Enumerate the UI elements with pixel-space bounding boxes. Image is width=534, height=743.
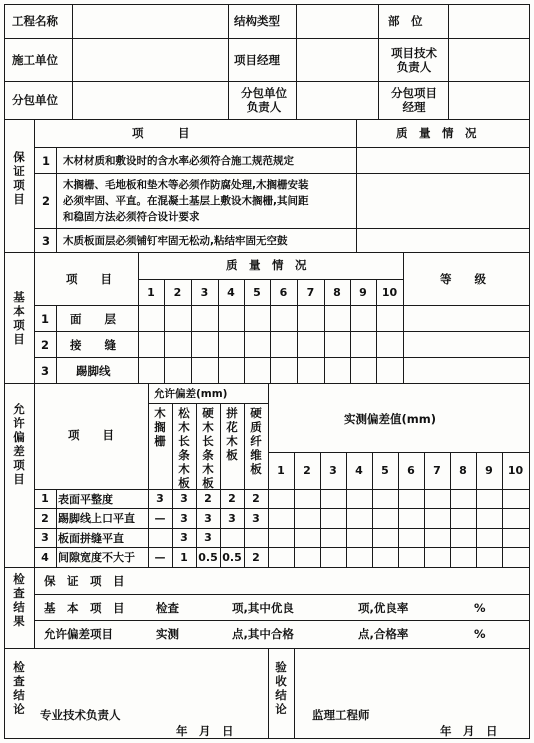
- measured-col-number: 4: [355, 464, 363, 477]
- label-project-manager: 项目经理: [234, 53, 280, 67]
- col-allowed-deviation: 允许偏差(mm): [154, 388, 228, 400]
- type-hardwood-strip: 硬木长条木板: [202, 406, 214, 490]
- allowed-deviation-value: 3: [228, 511, 236, 525]
- allowed-deviation-value: 3: [180, 511, 188, 525]
- allowed-deviation-value: 3: [204, 511, 212, 525]
- allowed-deviation-value: 3: [180, 531, 188, 544]
- result-basic-percent: %: [474, 601, 486, 615]
- type-pine-strip: 松木长条木板: [178, 406, 190, 490]
- section-guarantee: 保证项目: [13, 150, 25, 206]
- label-structure-type: 结构类型: [234, 14, 280, 28]
- result-basic-rate: 项,优良率: [358, 601, 409, 615]
- tech-lead-signature-label: 专业技术负责人: [40, 708, 121, 722]
- allowed-deviation-value: 0.5: [222, 550, 242, 564]
- row-line: [34, 331, 530, 332]
- measured-col-number: 9: [485, 464, 493, 477]
- col-line: [294, 648, 295, 738]
- measured-col-number: 3: [329, 464, 337, 477]
- basic-col-number: 4: [227, 285, 235, 299]
- allowed-deviation-value: 2: [252, 492, 260, 505]
- row-line: [4, 119, 530, 120]
- basic-col-number: 8: [333, 285, 341, 299]
- guarantee-item-2-line1: 木搁栅、毛地板和垫木等必须作防腐处理,木搁栅安装: [63, 179, 309, 191]
- label-tech-lead: 项目技术负责人: [391, 46, 437, 74]
- result-guarantee-label: 保 证 项 目: [44, 574, 125, 588]
- deviation-item-name: 间隙宽度不大于: [58, 551, 135, 564]
- col-line: [403, 252, 404, 383]
- col-item: 项 目: [66, 272, 112, 286]
- allowed-deviation-value: 3: [204, 531, 212, 544]
- row-line: [4, 567, 530, 568]
- basic-item-surface: 面 层: [70, 312, 116, 326]
- label-project-name: 工程名称: [12, 14, 58, 28]
- row-no: 2: [42, 194, 51, 208]
- allowed-deviation-value: —: [154, 511, 166, 525]
- border-bottom: [4, 738, 530, 739]
- col-line: [378, 4, 379, 119]
- basic-col-number: 2: [173, 285, 182, 299]
- col-line: [296, 4, 297, 119]
- measured-col-number: 1: [277, 464, 285, 477]
- guarantee-item-2-line2: 必须牢固、平直。在混凝土基层上敷设木搁栅,其间距: [63, 195, 309, 207]
- allowed-deviation-value: 3: [252, 511, 260, 525]
- allowed-deviation-value: 3: [180, 492, 188, 505]
- col-quality: 质 量 情 况: [396, 126, 477, 140]
- allowed-deviation-value: 3: [156, 492, 164, 505]
- basic-col-number: 6: [279, 285, 288, 299]
- row-no: 1: [41, 312, 50, 326]
- row-line: [34, 228, 530, 229]
- section-basic: 基本项目: [13, 290, 25, 346]
- row-line: [4, 38, 530, 39]
- row-line: [4, 252, 530, 253]
- col-line: [34, 119, 35, 648]
- col-grade: 等 级: [440, 272, 486, 286]
- row-no: 4: [41, 550, 49, 564]
- col-line: [228, 4, 229, 119]
- row-line: [34, 147, 530, 148]
- deviation-item-name: 表面平整度: [58, 492, 113, 506]
- result-basic-label: 基 本 项 目: [44, 601, 125, 615]
- row-line: [34, 357, 530, 358]
- row-line: [4, 81, 530, 82]
- col-item: 项 目: [68, 428, 114, 442]
- basic-item-joint: 接 缝: [70, 338, 116, 352]
- type-fiberboard: 硬质纤维板: [250, 406, 262, 476]
- result-deviation-rate: 点,合格率: [358, 627, 409, 641]
- deviation-item-name: 踢脚线上口平直: [58, 512, 135, 525]
- measured-col-number: 7: [433, 464, 441, 477]
- result-deviation-qualified: 点,其中合格: [232, 627, 294, 641]
- result-deviation-percent: %: [474, 627, 486, 641]
- row-no: 1: [41, 492, 49, 505]
- result-deviation-measured: 实测: [156, 627, 179, 641]
- result-deviation-label: 允许偏差项目: [44, 627, 113, 641]
- allowed-deviation-value: [220, 528, 244, 547]
- deviation-item-name: 板面拼缝平直: [58, 531, 124, 545]
- measured-col-number: 6: [407, 464, 415, 477]
- allowed-deviation-value: 1: [180, 550, 188, 564]
- row-no: 3: [41, 364, 50, 378]
- col-item: 项 目: [132, 126, 190, 140]
- section-result: 检查结果: [13, 572, 25, 628]
- col-line: [56, 305, 57, 383]
- label-subcontract-unit: 分包单位: [12, 93, 58, 107]
- type-parquet: 拼花木板: [226, 406, 238, 462]
- supervisor-signature-label: 监理工程师: [312, 708, 370, 722]
- label-check-conclusion: 检查结论: [13, 660, 25, 716]
- type-joist: 木搁栅: [154, 406, 166, 448]
- col-line: [268, 648, 269, 738]
- col-measured-deviation: 实测偏差值(mm): [344, 412, 436, 426]
- basic-col-number: 10: [381, 285, 398, 299]
- basic-col-number: 1: [147, 285, 155, 299]
- basic-col-number: 3: [200, 285, 209, 299]
- row-line: [34, 594, 530, 595]
- col-quality: 质 量 情 况: [226, 258, 307, 272]
- row-no: 2: [41, 511, 49, 525]
- col-line: [72, 4, 73, 119]
- allowed-deviation-value: —: [154, 550, 166, 564]
- label-subcontract-lead: 分包单位负责人: [241, 86, 287, 114]
- allowed-deviation-value: [148, 528, 172, 547]
- result-basic-excellent: 项,其中优良: [232, 601, 294, 615]
- border-left: [4, 4, 5, 739]
- col-line: [138, 252, 139, 383]
- allowed-deviation-value: 2: [252, 550, 260, 564]
- measured-col-number: 2: [303, 464, 311, 477]
- row-line: [34, 305, 530, 306]
- guarantee-item-1: 木材材质和敷设时的含水率必须符合施工规范规定: [63, 155, 294, 167]
- label-construction-unit: 施工单位: [12, 53, 58, 67]
- basic-col-number: 7: [306, 285, 315, 299]
- label-subcontract-manager: 分包项目经理: [391, 86, 437, 114]
- label-acceptance-conclusion: 验收结论: [275, 660, 287, 716]
- row-no: 3: [41, 531, 49, 544]
- row-no: 2: [41, 338, 50, 352]
- border-top: [4, 4, 530, 5]
- col-line: [56, 147, 57, 252]
- allowed-deviation-value: [244, 528, 268, 547]
- basic-col-number: 9: [359, 285, 367, 299]
- border-right: [529, 4, 530, 739]
- basic-item-skirting: 踢脚线: [76, 364, 111, 378]
- result-basic-check: 检查: [156, 601, 179, 615]
- row-line: [4, 383, 530, 384]
- basic-col-number: 5: [253, 285, 261, 299]
- label-department: 部 位: [388, 14, 423, 28]
- date-check: 年 月 日: [176, 724, 234, 738]
- allowed-deviation-value: 2: [204, 492, 212, 505]
- date-accept: 年 月 日: [440, 724, 498, 738]
- section-deviation: 允许偏差项目: [13, 402, 25, 486]
- guarantee-item-3: 木质板面层必须铺钉牢固无松动,粘结牢固无空鼓: [63, 235, 288, 247]
- row-line: [4, 648, 530, 649]
- measured-col-number: 10: [507, 464, 524, 477]
- col-line: [448, 4, 449, 119]
- measured-col-number: 8: [459, 464, 467, 477]
- allowed-deviation-value: 0.5: [198, 550, 218, 564]
- row-line: [34, 173, 530, 174]
- row-line: [148, 403, 268, 404]
- row-no: 1: [42, 154, 51, 168]
- row-no: 3: [42, 234, 51, 248]
- allowed-deviation-value: 2: [228, 492, 236, 505]
- row-line: [34, 620, 530, 621]
- col-line: [356, 119, 357, 252]
- guarantee-item-2-line3: 和稳固方法必须符合设计要求: [63, 211, 200, 223]
- measured-col-number: 5: [381, 464, 389, 477]
